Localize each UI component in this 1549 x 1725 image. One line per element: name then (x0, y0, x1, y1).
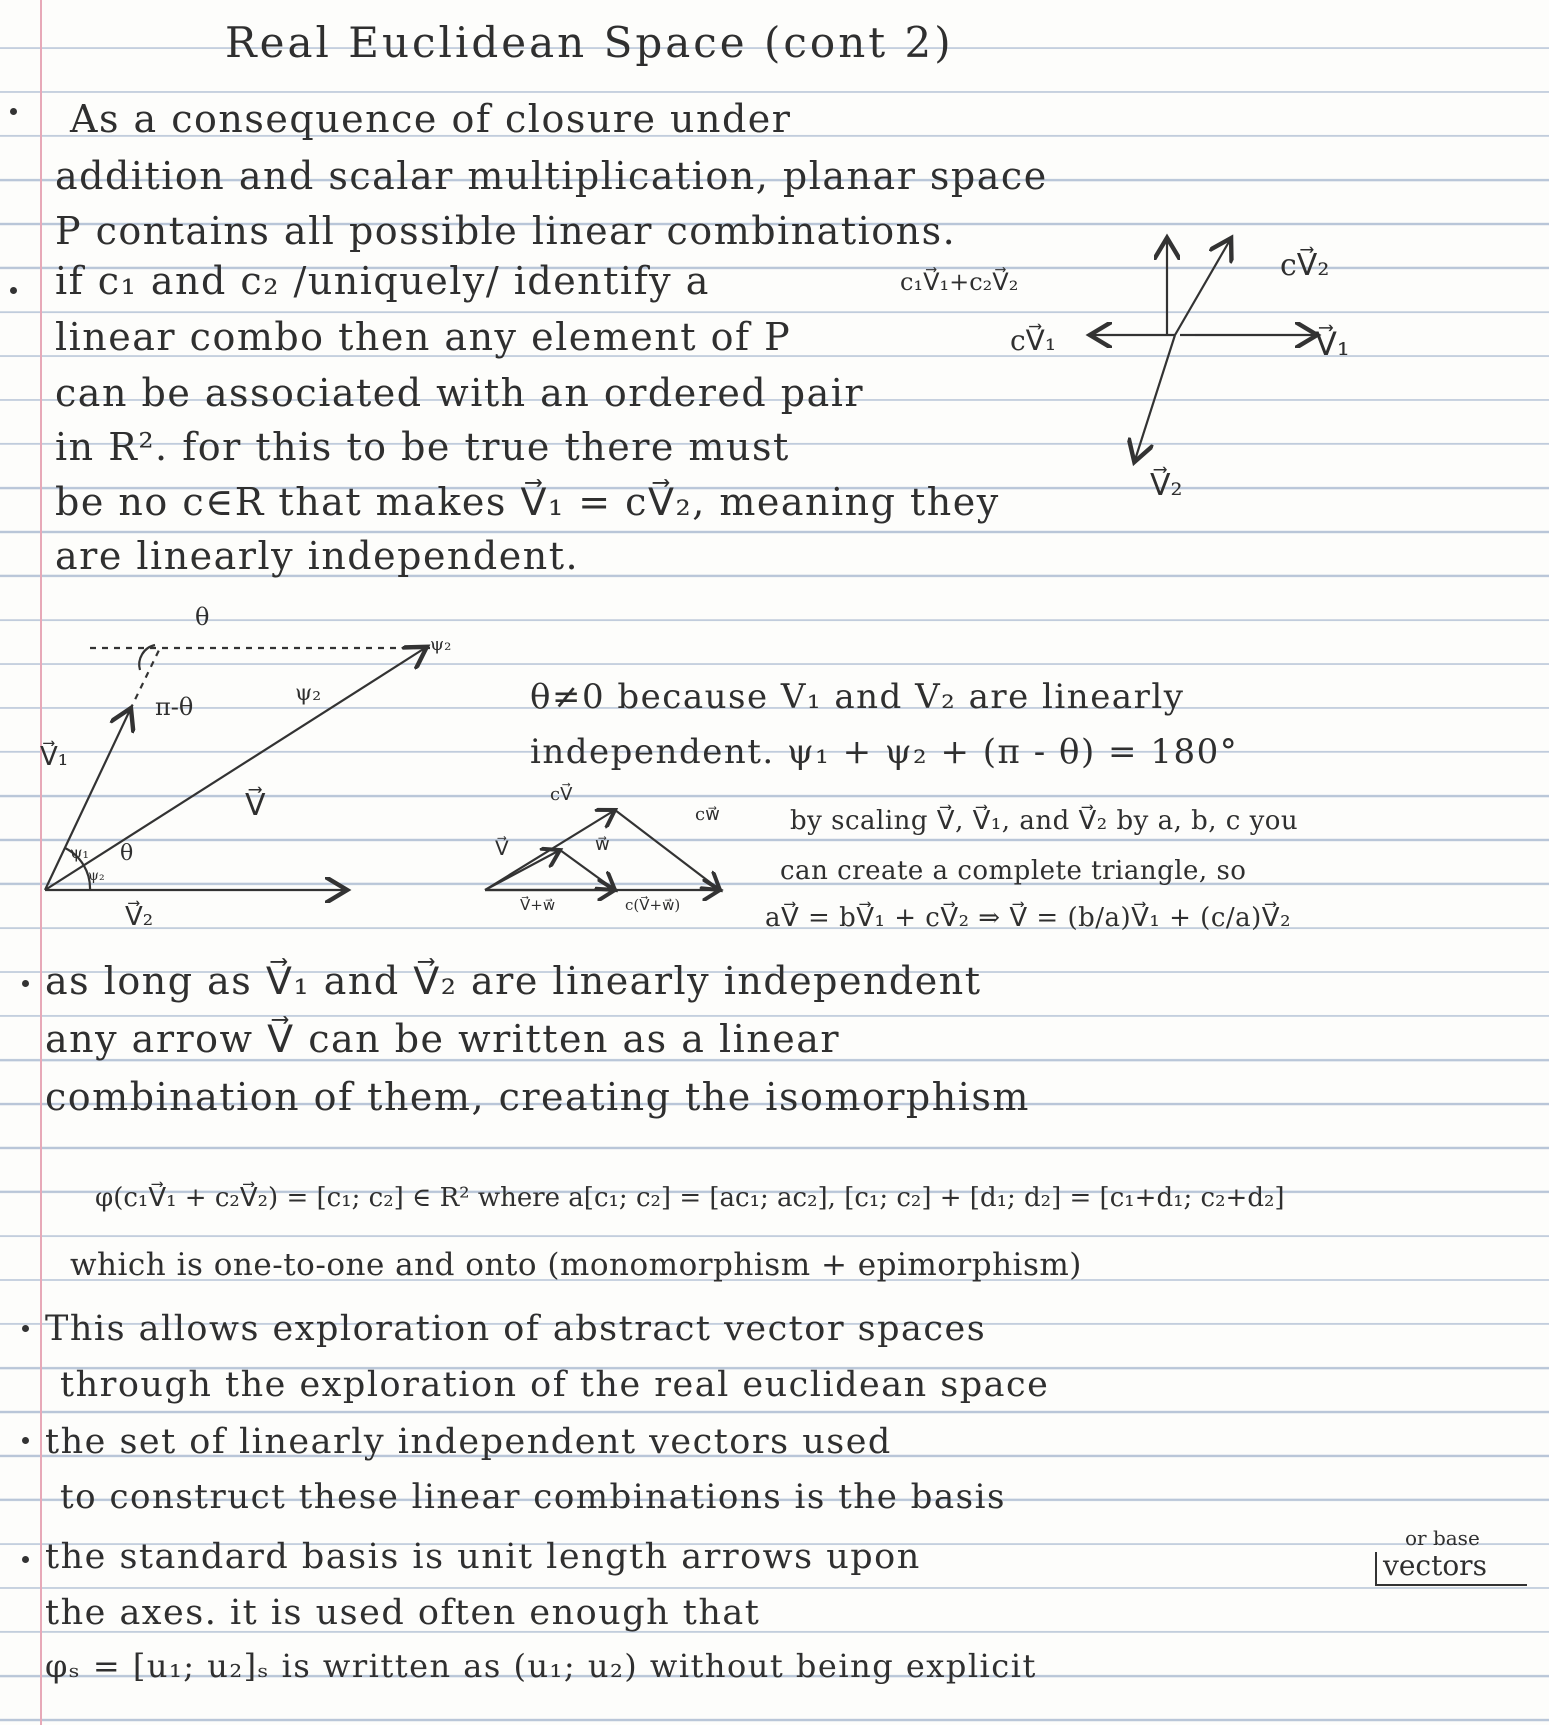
label-cvw: c(V⃗+w⃗) (625, 896, 681, 914)
triangle-diagram (475, 780, 735, 920)
text-line: any arrow V⃗ can be written as a linear (45, 1017, 841, 1061)
label-psi2-mid: ψ₂ (295, 681, 322, 706)
label-v2: V⃗₂ (1150, 468, 1183, 503)
label-cv2: cV⃗₂ (1280, 248, 1330, 283)
v2-arrow (1135, 335, 1175, 460)
text-line: As a consequence of closure under (70, 97, 792, 141)
text-line: to construct these linear combinations is the basis (60, 1477, 1006, 1517)
label-v: V⃗ (495, 836, 509, 860)
scaling-note-line: aV⃗ = bV⃗₁ + cV⃗₂ ⇒ V⃗ = (b/a)V⃗₁ + (c/a)V⃗₂ (765, 903, 1291, 933)
text-line: the set of linearly independent vectors used (45, 1422, 892, 1462)
label-combo: c₁V⃗₁+c₂V⃗₂ (900, 268, 1019, 296)
label-cw: cw⃗ (695, 804, 720, 825)
bullet (22, 980, 29, 987)
label-cv1: cV⃗₁ (1010, 324, 1057, 357)
text-line: linear combo then any element of P (55, 315, 792, 359)
basis-note-line: or base (1405, 1526, 1480, 1550)
bullet (22, 1556, 29, 1563)
theta-note-line: independent. ψ₁ + ψ₂ + (π - θ) = 180° (530, 732, 1239, 772)
w-arrow (560, 850, 615, 890)
text-line: addition and scalar multiplication, planar space (55, 154, 1048, 198)
text-line: through the exploration of the real euclidean space (60, 1365, 1050, 1405)
page-title: Real Euclidean Space (cont 2) (225, 18, 954, 67)
isomorphism-equation: φ(c₁V⃗₁ + c₂V⃗₂) = [c₁; c₂] ∈ R² where a[c₁; c₂] = [ac₁; ac₂], [c₁; c₂] + [d₁; d₂] = [c₁+d₁; c₂+d₂] (95, 1183, 1285, 1213)
angle-diagram (30, 600, 470, 930)
scaling-note-line: by scaling V⃗, V⃗₁, and V⃗₂ by a, b, c you (790, 806, 1299, 836)
text-line: combination of them, creating the isomorphism (45, 1075, 1030, 1119)
label-pi-minus-theta: π-θ (155, 693, 194, 721)
text-line: This allows exploration of abstract vector spaces (45, 1309, 987, 1349)
cv2-arrow (1175, 240, 1230, 335)
label-psi1: ψ₁ (70, 843, 89, 862)
bullet (10, 108, 17, 115)
label-v2: V⃗₂ (125, 902, 154, 932)
text-line: in R². for this to be true there must (55, 425, 790, 469)
label-psi2-top: ψ₂ (430, 634, 452, 655)
label-v1: V⃗₁ (1315, 325, 1350, 363)
label-cv: cV⃗ (550, 784, 573, 805)
basis-vectors-diagram (900, 185, 1520, 515)
label-v1: V⃗₁ (40, 742, 69, 772)
bullet (10, 287, 17, 294)
basis-note-line: vectors (1375, 1552, 1527, 1586)
label-w: w⃗ (595, 834, 610, 855)
text-line: are linearly independent. (55, 534, 580, 578)
label-v: V⃗ (245, 788, 266, 823)
text-line: as long as V⃗₁ and V⃗₂ are linearly independent (45, 959, 982, 1003)
text-line: can be associated with an ordered pair (55, 371, 865, 415)
bullet (22, 1437, 29, 1444)
text-line: the axes. it is used often enough that (45, 1593, 761, 1633)
text-line: the standard basis is unit length arrows upon (45, 1537, 921, 1577)
label-psi2-low: ψ₂ (88, 868, 105, 884)
label-theta-low: θ (120, 841, 134, 866)
theta-note-line: θ≠0 because V₁ and V₂ are linearly (530, 677, 1185, 717)
text-line: P contains all possible linear combinations. (55, 209, 957, 253)
scaling-note-line: can create a complete triangle, so (780, 856, 1247, 886)
text-line: φₛ = [u₁; u₂]ₛ is written as (u₁; u₂) without being explicit (45, 1647, 1037, 1685)
label-theta-top: θ (195, 603, 210, 631)
bullet (22, 1325, 29, 1332)
text-line: if c₁ and c₂ /uniquely/ identify a (55, 259, 710, 303)
label-vw: V⃗+w⃗ (520, 896, 556, 914)
which-line: which is one-to-one and onto (monomorphism + epimorphism) (70, 1247, 1082, 1283)
text-line: be no c∈R that makes V⃗₁ = cV⃗₂, meaning they (55, 480, 1000, 524)
